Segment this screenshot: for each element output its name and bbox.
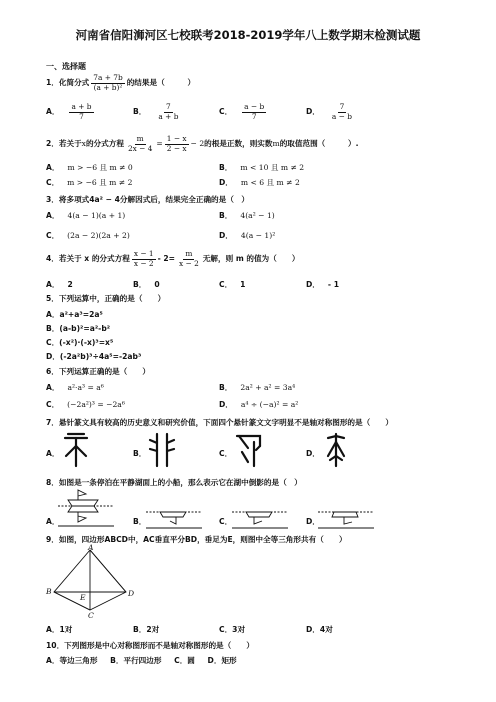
q8-option-a-label: A．: [46, 517, 60, 526]
q7-option-d-label: D．: [306, 449, 320, 458]
question-5: 5．下列运算中，正确的是（ ）: [46, 294, 166, 303]
q5-option-c: C．(-x²)·(-x)³=x⁵: [46, 338, 114, 347]
q4-option-d: D． - 1: [306, 280, 339, 289]
q1-option-a: A． $\frac{a + b}{7}$: [46, 102, 92, 121]
q8-option-b-label: B．: [133, 517, 147, 526]
q3-option-a: A． 4(a − 1)(a + 1): [46, 211, 126, 220]
figure-label-a: A: [88, 543, 94, 552]
boat-reflection-d-icon: [318, 510, 374, 530]
question-7: 7．悬针篆文具有较高的历史意义和研究价值，下面四个悬针篆文文字明显不是轴对称图形的是（ ）: [46, 418, 393, 427]
q4-option-b: B． 0: [133, 280, 160, 289]
q8-option-d-label: D．: [306, 517, 320, 526]
q2-option-b: B． m < 10 且 m ≠ 2: [219, 163, 305, 172]
seal-glyph-b-icon: [148, 432, 176, 468]
section-heading: 一、选择题: [46, 62, 86, 71]
figure-label-c: C: [88, 611, 94, 620]
question-2: 2．若关于x的分式方程 $\frac{m}{2x - 4}$ = $\frac{1 - x}{2 - x}$ − 2的根是正数，则实数m的取值范围（ ）.: [46, 134, 359, 153]
question-3: 3．将多项式4a² − 4分解因式后，结果完全正确的是（ ）: [46, 195, 250, 204]
q1-fraction: $\frac{7a + 7b}{\text{(a + b)²}}$: [93, 73, 123, 92]
quadrilateral-figure: [46, 546, 142, 622]
q3-option-d: D． 4(a − 1)²: [219, 231, 276, 240]
q9-option-a: A．1对: [46, 625, 73, 634]
q8-option-c-label: C．: [219, 517, 233, 526]
q1-option-b: B． $\frac{7}{a + b}$: [133, 102, 179, 121]
question-4: 4．若关于 x 的分式方程 $\frac{x - 1}{x - 2}$ - 2= $\frac{m}{x - 2}$ 无解，则 m 的值为（ ）: [46, 249, 300, 268]
question-6: 6．下列运算正确的是（ ）: [46, 367, 151, 376]
boat-reflection-c-icon: [232, 510, 288, 530]
q2-option-c: C． m > −6 且 m ≠ 2: [46, 178, 133, 187]
seal-glyph-c-icon: [234, 432, 264, 468]
question-9: 9．如图，四边形ABCD中，AC垂直平分BD，垂足为E，则图中全等三角形共有（ ）: [46, 535, 347, 544]
boat-reflection-b-icon: [146, 510, 202, 530]
figure-label-e: E: [80, 593, 86, 602]
figure-label-b: B: [46, 587, 52, 596]
q4-option-c: C． 1: [219, 280, 246, 289]
q5-option-a: A．a²+a³=2a⁵: [46, 310, 103, 319]
q1-option-c: C． $\frac{a - b}{7}$: [219, 102, 265, 121]
q6-option-a: A． a²·a³ = a⁶: [46, 383, 104, 392]
question-1: 1．化简分式 $\frac{7a + 7b}{\text{(a + b)²}}$ 的结果是（ ）: [46, 73, 196, 92]
boat-reflection-a-icon: [58, 490, 114, 528]
question-10: 10．下列图形是中心对称图形而不是轴对称图形的是（ ）: [46, 641, 255, 650]
q9-option-d: D．4对: [306, 625, 333, 634]
page-title: 河南省信阳浉河区七校联考2018-2019学年八上数学期末检测试题: [75, 28, 421, 42]
q6-option-d: D． a⁴ ÷ (−a)² = a²: [219, 400, 299, 409]
q3-option-c: C． (2a − 2)(2a + 2): [46, 231, 130, 240]
q5-option-d: D．(-2a²b)³÷4a⁵=-2ab³: [46, 352, 142, 361]
figure-label-d: D: [128, 589, 135, 598]
question-8: 8．如图是一条停泊在平静湖面上的小船，那么表示它在湖中倒影的是（ ）: [46, 478, 302, 487]
q10-options: A．等边三角形 B．平行四边形 C．圆 D．矩形: [46, 656, 237, 665]
q7-option-c-label: C．: [219, 449, 233, 458]
q9-option-b: B．2对: [133, 625, 160, 634]
q2-option-d: D． m < 6 且 m ≠ 2: [219, 178, 300, 187]
q7-option-b-label: B．: [133, 449, 147, 458]
q3-option-b: B． 4(a² − 1): [219, 211, 275, 220]
q4-option-a: A． 2: [46, 280, 73, 289]
q9-option-c: C．3对: [219, 625, 246, 634]
q7-option-a-label: A．: [46, 449, 60, 458]
q2-option-a: A． m > −6 且 m ≠ 0: [46, 163, 133, 172]
seal-glyph-d-icon: [322, 432, 350, 468]
q1-option-d: D． $\frac{7}{a - b}$: [306, 102, 352, 121]
q5-option-b: B．(a-b)²=a²-b²: [46, 324, 111, 333]
q6-option-c: C． (−2a²)³ = −2a⁶: [46, 400, 125, 409]
q6-option-b: B． 2a² + a² = 3a⁴: [219, 383, 296, 392]
seal-glyph-a-icon: [62, 432, 90, 468]
